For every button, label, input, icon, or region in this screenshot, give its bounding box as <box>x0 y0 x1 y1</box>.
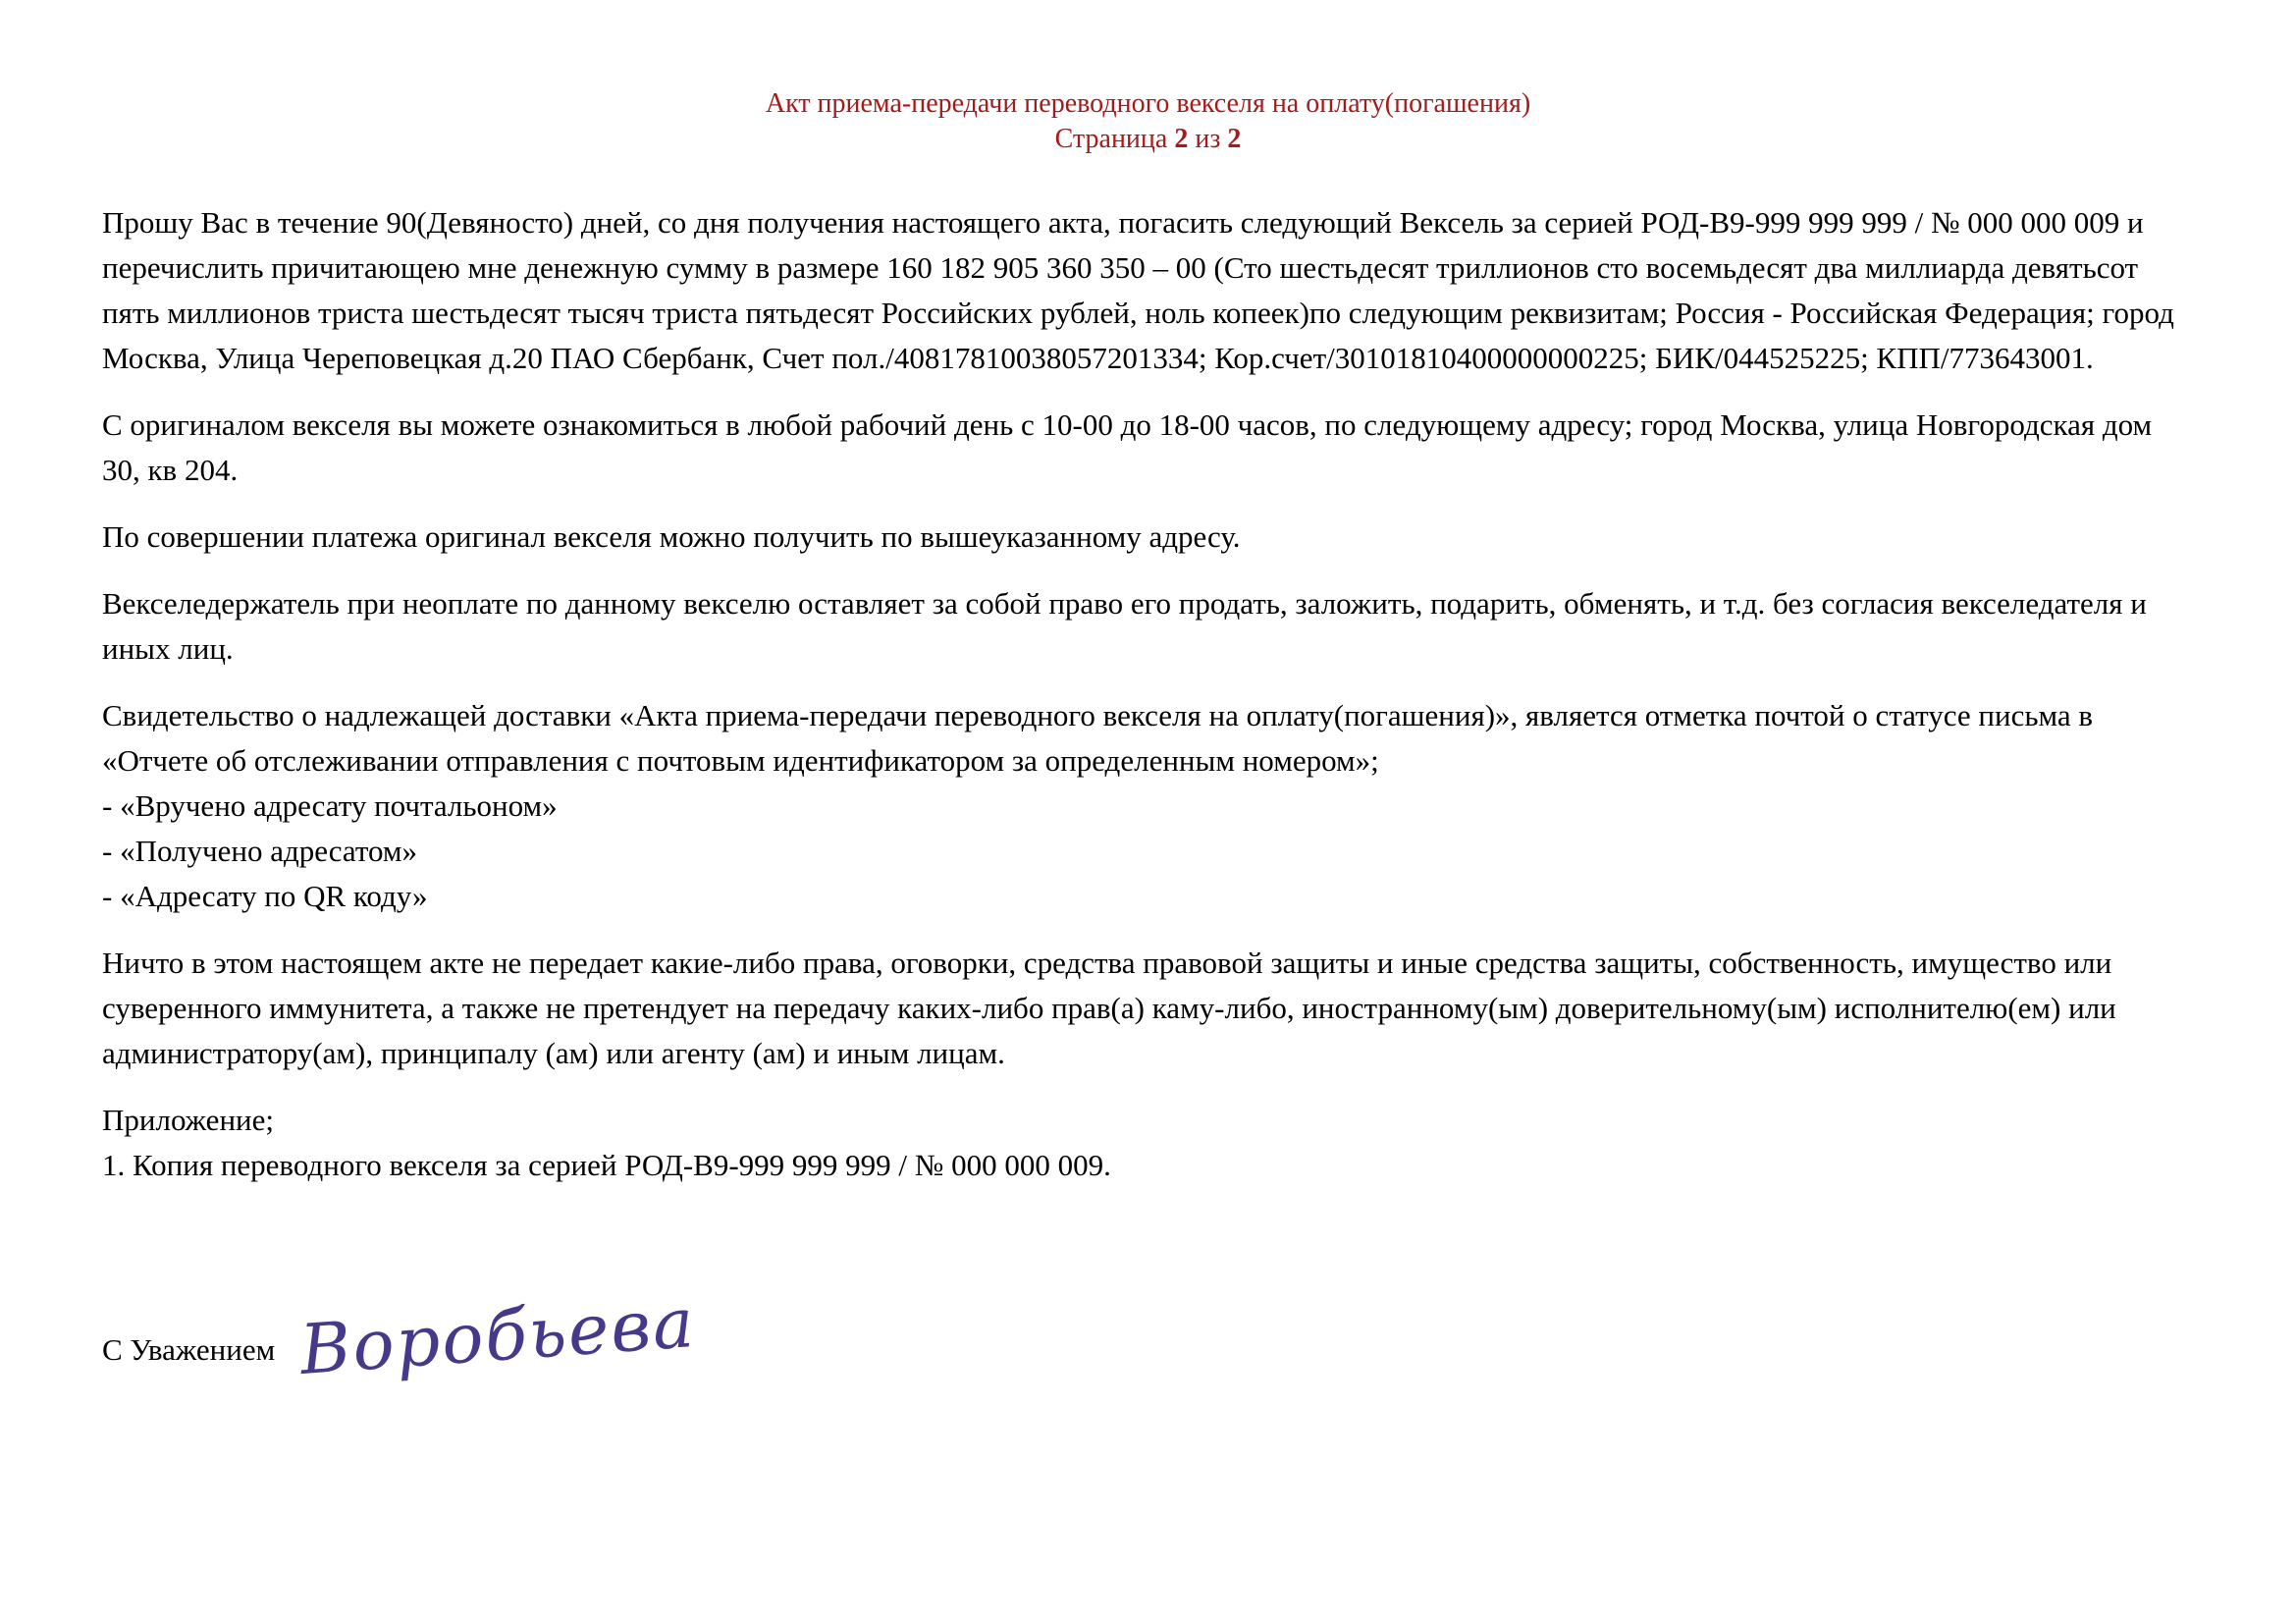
page-word: Страница <box>1054 124 1168 154</box>
of-word: из <box>1195 124 1221 154</box>
delivery-status-item: - «Вручено адресату почтальоном» <box>102 788 558 823</box>
document-title: Акт приема-передачи переводного векселя на оплату(погашения) <box>765 88 1531 119</box>
signature-closing: С Уважением <box>102 1332 276 1367</box>
paragraph-payment-request: Прошу Вас в течение 90(Девяносто) дней, со дня получения настоящего акта, погасить следующий Вексель за серией РОД-В9-999 999 999 / № 000 000 009 и перечислить причитающею мне денежную сумму в размере 160 182 905 360 350 – 00 (Сто шестьдесят триллионов сто восемьдесят два миллиарда девятьсот пять миллионов триста шестьдесят тысяч триста пятьдесят Российских рублей, ноль копеек)по следующим реквизитам; Россия - Российская Федерация; город Москва, Улица Череповецкая д.20 ПАО Сбербанк, Счет пол./40817810038057201334; Кор.счет/30101810400000000225; БИК/044525225; КПП/773643001. <box>102 205 2174 375</box>
handwritten-signature: Воробьева <box>297 1281 699 1390</box>
document-header <box>102 86 2194 157</box>
paragraph-delivery-proof <box>102 693 2194 919</box>
paragraph-original-viewing: С оригиналом векселя вы можете ознакомиться в любой рабочий день с 10-00 до 18-00 часов, по следующему адресу; город Москва, улица Новгородская дом 30, кв 204. <box>102 407 2153 487</box>
delivery-status-item: - «Адресату по QR коду» <box>102 879 428 913</box>
page-indicator <box>102 122 2194 157</box>
page-number: 2 <box>1174 124 1189 154</box>
attachment-heading: Приложение; <box>102 1103 274 1137</box>
document-body <box>102 200 2194 1390</box>
delivery-status-list <box>102 784 2194 919</box>
paragraph-no-rights-transfer: Ничто в этом настоящем акте не передает какие-либо права, оговорки, средства правовой защиты и иные средства защиты, собственность, имущество или суверенного иммунитета, а также не претендует на передачу каких-либо прав(а) каму-либо, иностранному(ым) доверительному(ым) исполнителю(ем) или администратору(ам), принципалу (ам) или агенту (ам) и иным лицам. <box>102 946 2116 1070</box>
page-total: 2 <box>1227 124 1242 154</box>
attachment-section <box>102 1098 2194 1188</box>
signature-block <box>102 1281 2194 1390</box>
delivery-status-item: - «Получено адресатом» <box>102 834 418 868</box>
paragraph-holder-rights: Векселедержатель при неоплате по данному векселю оставляет за собой право его продать, заложить, подарить, обменять, и т.д. без согласия векселедателя и иных лиц. <box>102 586 2147 666</box>
delivery-proof-intro: Свидетельство о надлежащей доставки «Акта приема-передачи переводного векселя на оплату(погашения)», является отметка почтой о статусе письма в «Отчете об отслеживании отправления с почтовым идентификатором за определенным номером»; <box>102 698 2094 778</box>
attachment-item: 1. Копия переводного векселя за серией РОД-В9-999 999 999 / № 000 000 009. <box>102 1148 1111 1182</box>
paragraph-after-payment: По совершении платежа оригинал векселя можно получить по вышеуказанному адресу. <box>102 519 1241 554</box>
